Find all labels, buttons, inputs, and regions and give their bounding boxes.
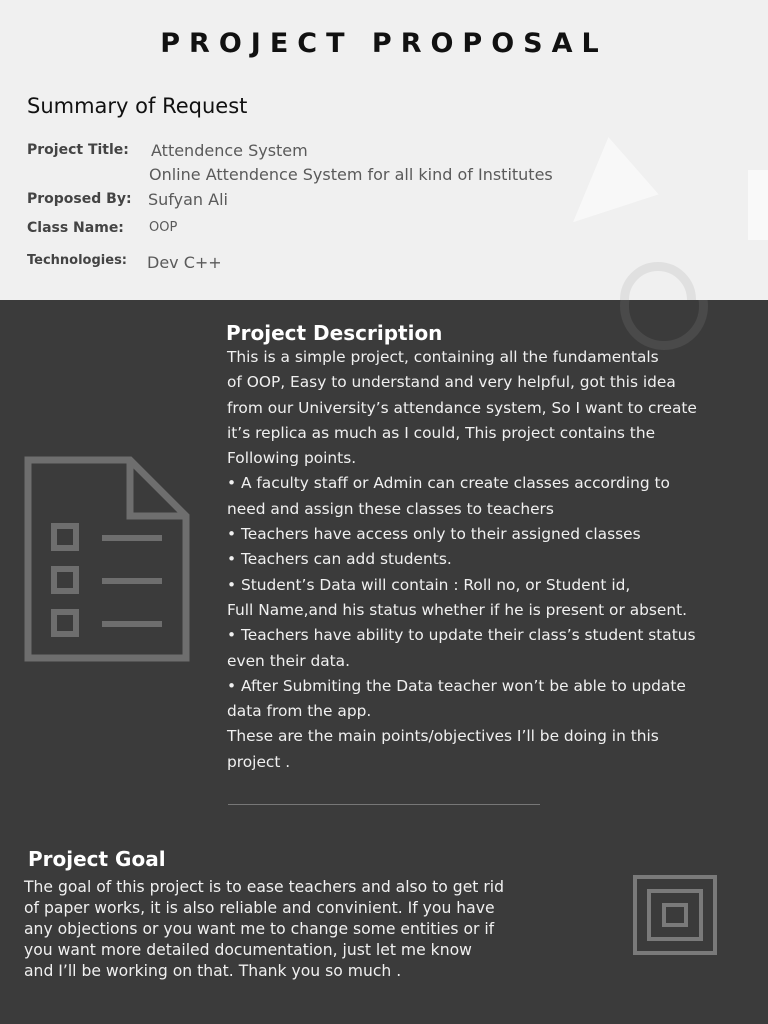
description-line: • Teachers have access only to their assigned classes <box>227 525 641 544</box>
goal-line: of paper works, it is also reliable and convinient. If you have <box>24 899 495 917</box>
summary-section <box>0 0 768 300</box>
description-line: • Student’s Data will contain : Roll no, or Student id, <box>227 575 631 594</box>
class-name-label: Class Name: <box>27 220 124 236</box>
technologies-value: Dev C++ <box>147 253 222 272</box>
decorative-triangle <box>551 128 658 222</box>
description-heading: Project Description <box>226 321 443 345</box>
description-line: need and assign these classes to teachers <box>227 499 554 518</box>
description-line: Following points. <box>227 449 357 468</box>
description-line: • Teachers have ability to update their class’s student status <box>227 626 696 645</box>
project-title-value: Attendence System <box>151 141 308 160</box>
project-title-label: Project Title: <box>27 142 129 158</box>
description-line: • After Submiting the Data teacher won’t be able to update <box>227 676 686 695</box>
summary-heading: Summary of Request <box>27 94 248 118</box>
description-line: • Teachers can add students. <box>227 550 452 569</box>
description-line: Full Name,and his status whether if he is present or absent. <box>227 600 688 619</box>
document-title: PROJECT PROPOSAL <box>160 28 608 59</box>
description-body <box>227 345 757 775</box>
description-line: data from the app. <box>227 702 372 721</box>
goal-line: you want more detailed documentation, just let me know <box>24 941 472 959</box>
description-line: project . <box>227 752 291 771</box>
proposed-by-value: Sufyan Ali <box>148 190 228 209</box>
technologies-label: Technologies: <box>27 253 128 268</box>
decorative-ring <box>620 262 696 300</box>
section-divider <box>228 804 540 805</box>
goal-line: The goal of this project is to ease teachers and also to get rid <box>24 878 504 896</box>
decorative-ring <box>620 300 708 350</box>
description-line: This is a simple project, containing all the fundamentals <box>227 348 659 366</box>
description-line: from our University’s attendance system, So I want to create <box>227 398 697 417</box>
proposed-by-label: Proposed By: <box>27 191 132 207</box>
project-subtitle-value: Online Attendence System for all kind of Institutes <box>149 165 553 184</box>
description-line: of OOP, Easy to understand and very helpful, got this idea <box>227 373 676 392</box>
goal-heading: Project Goal <box>28 847 166 871</box>
description-line: • A faculty staff or Admin can create classes according to <box>227 474 670 493</box>
document-checklist-icon <box>24 456 190 662</box>
description-line: even their data. <box>227 651 351 670</box>
class-name-value: OOP <box>149 220 178 235</box>
goal-line: and I’ll be working on that. Thank you so much . <box>24 962 402 980</box>
description-line: it’s replica as much as I could, This project contains the <box>227 423 656 442</box>
goal-line: any objections or you want me to change some entities or if <box>24 920 495 938</box>
goal-body <box>24 877 604 982</box>
description-line: These are the main points/objectives I’ll be doing in this <box>227 727 659 746</box>
content-section <box>0 300 768 1024</box>
decorative-bar <box>748 170 768 240</box>
nested-squares-icon <box>632 874 718 956</box>
